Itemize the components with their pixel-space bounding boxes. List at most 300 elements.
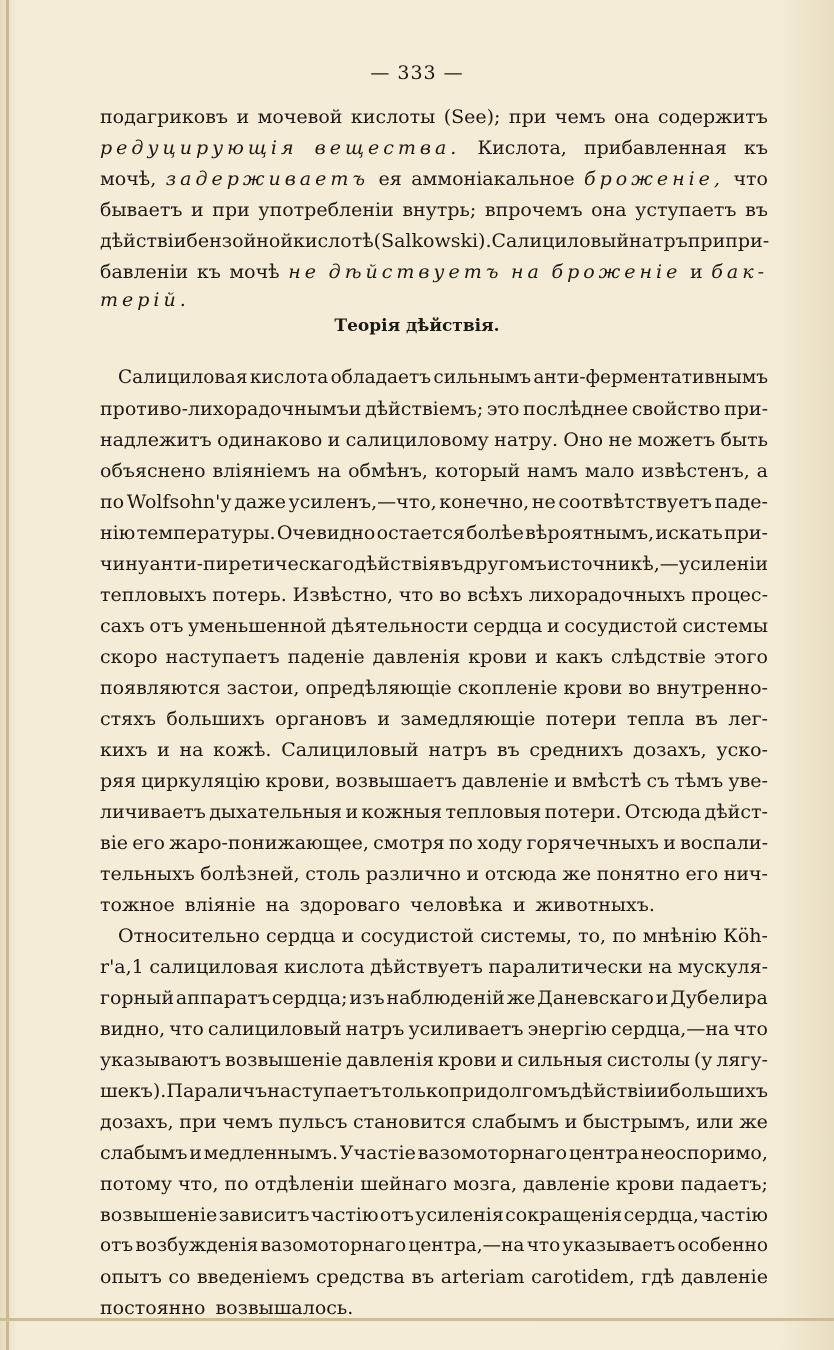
word: наступаетъ (267, 1080, 382, 1102)
word: дыхательныя (209, 801, 343, 823)
word: тепла (626, 708, 685, 730)
word: чину (100, 553, 150, 575)
word: что (398, 584, 434, 606)
word: же (739, 1111, 768, 1133)
word: изъ (349, 987, 385, 1009)
word: понятно (596, 863, 680, 885)
text-line (118, 920, 768, 952)
word: и (554, 770, 567, 792)
word: внутренно- (656, 677, 768, 699)
word: намъ (527, 460, 578, 482)
word: тѣмъ (674, 770, 724, 792)
word: долгомъ (486, 1080, 571, 1102)
word: другомъ (463, 553, 547, 575)
word: дѣйствуетъ (370, 956, 483, 978)
word: конечно, (439, 491, 530, 513)
word: Кислота, (477, 137, 567, 159)
text-line (100, 455, 768, 487)
text-line (100, 1292, 768, 1324)
word: Дубелира (670, 987, 768, 1009)
word: r'a,1 (100, 956, 144, 978)
word: сахъ (100, 615, 145, 637)
word: ходу (477, 832, 523, 854)
word: тожное (100, 894, 175, 916)
word: Относительно (118, 925, 260, 947)
word: возвышалось. (215, 1297, 354, 1319)
word: вазомоторнаго (417, 1142, 568, 1164)
word: что (733, 168, 768, 190)
word: даже (234, 491, 286, 513)
text-line (118, 362, 768, 394)
word: употребленіи (258, 199, 394, 221)
word: усиливаетъ (408, 1018, 524, 1040)
word: соотвѣтствуетъ (558, 491, 712, 513)
word: шейнаго (360, 1173, 448, 1195)
word: и (656, 1080, 670, 1102)
word: возбужденія (135, 1235, 259, 1256)
word: къ (196, 261, 221, 283)
word: болѣзней, (200, 863, 300, 885)
word: мочѣ (229, 261, 280, 283)
word: скоро (100, 646, 158, 668)
word: отъ (149, 615, 184, 637)
word: нію (100, 522, 136, 544)
word: анти-пиретическаго (149, 553, 354, 575)
word: опредѣляющіе (305, 677, 452, 699)
text-line (100, 548, 768, 580)
text-line (100, 610, 768, 642)
word: Параличъ (166, 1080, 268, 1102)
word: и (690, 261, 703, 283)
word: и (466, 863, 480, 885)
word: бак- (711, 261, 768, 283)
word: не (288, 261, 321, 283)
word: кожныя (361, 801, 443, 823)
word: потери (545, 708, 617, 730)
word: Салициловая (118, 367, 248, 388)
word: вліяніе (184, 894, 256, 916)
word: это (486, 398, 520, 420)
word: энергію (527, 1018, 607, 1040)
word: системы, (480, 925, 572, 947)
word: медленнымъ. (203, 1142, 339, 1164)
word: давленіе (680, 1266, 768, 1288)
word: сокращенія (505, 1204, 623, 1226)
word: натръ (629, 230, 688, 252)
word: уступаетъ (635, 199, 737, 221)
word: и (189, 1142, 202, 1164)
word: и (500, 1049, 514, 1071)
word: животныхъ. (535, 894, 655, 916)
word: человѣка (410, 894, 503, 916)
word: по (448, 832, 473, 854)
text-line (100, 284, 768, 316)
word: ея (378, 168, 402, 190)
text-line (100, 889, 768, 921)
word: крови (468, 646, 528, 668)
word: дозахъ, (100, 1111, 174, 1133)
word: аммоніакальное (411, 168, 575, 190)
text-line (100, 641, 768, 673)
word: подагриковъ (100, 106, 229, 128)
word: она (614, 106, 650, 128)
word: обмѣнъ, (348, 460, 428, 482)
word: вазомоторнаго (260, 1235, 407, 1256)
word: одинаково (217, 429, 323, 451)
word: частію (310, 1204, 379, 1226)
word: и (327, 429, 341, 451)
word: вліяніемъ (212, 460, 311, 482)
word: бавленіи (100, 261, 189, 283)
word: тепловыхъ (100, 584, 207, 606)
word: паралитически (488, 956, 643, 978)
word: потому (100, 1173, 173, 1195)
word: въ (496, 739, 520, 761)
word: и (546, 615, 560, 637)
word: опытъ (100, 1266, 162, 1288)
word: среднихъ (529, 739, 624, 761)
page-number: — 333 — (370, 62, 464, 84)
word: кислоты (350, 106, 436, 128)
text-line (100, 579, 768, 611)
word: слѣдствіе (610, 646, 706, 668)
word: при (449, 1080, 487, 1102)
word: аппаратъ (175, 987, 270, 1009)
word: на (648, 956, 673, 978)
text-line (100, 858, 768, 890)
word: сердца (473, 615, 543, 637)
word: и (345, 801, 359, 823)
word: при (212, 199, 250, 221)
word: возвышеніе (225, 1049, 343, 1071)
word: натру. (494, 429, 559, 451)
text-line (100, 101, 768, 133)
word: же (506, 987, 536, 1009)
word: и (191, 199, 204, 221)
word: мозга, (453, 1173, 517, 1195)
word: мускуля- (677, 956, 768, 978)
text-line (100, 765, 768, 797)
word: слабымъ (471, 1111, 560, 1133)
word: редуцирующія (100, 137, 298, 159)
word: центра (568, 1142, 639, 1164)
word: большихъ (669, 1080, 768, 1102)
text-line (100, 672, 768, 704)
word: и (535, 646, 548, 668)
word: систолы (606, 1049, 690, 1071)
word: мочѣ, (100, 168, 157, 190)
word: циркуляцію (141, 770, 261, 792)
word: вмѣстѣ (571, 770, 642, 792)
word: надлежитъ (100, 429, 212, 451)
word: броженіе (551, 261, 682, 283)
word: прибавленная (583, 137, 727, 159)
word: сосудистой (564, 615, 678, 637)
word: слабымъ (100, 1142, 188, 1164)
word: и (377, 708, 391, 730)
word: указываютъ (100, 1049, 222, 1071)
word: віе (100, 832, 129, 854)
word: сильныя (517, 1049, 603, 1071)
word: частію (700, 1204, 768, 1226)
word: застои, (226, 677, 300, 699)
word: системы (682, 615, 768, 637)
word: при (179, 1111, 217, 1133)
text-line (100, 734, 768, 766)
word: салициловому (345, 429, 489, 451)
section-heading: Теорія дѣйствія. (334, 316, 500, 336)
word: вещества. (314, 137, 461, 159)
word: особенно (677, 1235, 768, 1256)
text-line (100, 132, 768, 164)
word: чемъ (554, 106, 606, 128)
word: кислотѣ (293, 230, 374, 252)
text-line (100, 225, 768, 257)
word: что, (177, 1173, 219, 1195)
word: дѣятельности (331, 615, 469, 637)
word: лягу- (716, 1049, 768, 1071)
word: только (381, 1080, 450, 1102)
word: отъ (379, 1204, 414, 1226)
word: а (756, 460, 768, 482)
text-line (100, 951, 768, 983)
word: усиленія (415, 1204, 504, 1226)
word: усиленъ,—что, (288, 491, 437, 513)
word: натръ (345, 1018, 405, 1040)
word: болѣе (466, 522, 524, 544)
word: (See); (443, 106, 501, 128)
word: горячечныхъ (526, 832, 659, 854)
word: Очевидно (276, 522, 376, 544)
word: личиваетъ (100, 801, 206, 823)
text-line (100, 703, 768, 735)
word: при- (724, 522, 768, 544)
word: гдѣ (641, 1266, 675, 1288)
word: появляются (100, 677, 221, 699)
word: становится (352, 1111, 467, 1133)
word: тельныхъ (100, 863, 195, 885)
text-line (100, 1199, 768, 1231)
word: органовъ (275, 708, 367, 730)
text-line (100, 424, 768, 456)
word: съ (646, 770, 670, 792)
word: нич- (723, 863, 768, 885)
word: быть (720, 429, 768, 451)
word: неоспоримо, (640, 1142, 768, 1164)
text-line (100, 827, 768, 859)
word: въ (440, 553, 464, 575)
word: наблюденій (386, 987, 505, 1009)
word: и (341, 925, 355, 947)
text-line (100, 1137, 768, 1169)
word: горный (100, 987, 175, 1009)
word: бензойной (186, 230, 293, 252)
word: на (179, 739, 204, 761)
word: здороваго (299, 894, 401, 916)
text-line (100, 982, 768, 1014)
word: при (687, 230, 726, 252)
word: крови, (265, 770, 331, 792)
word: потерь. (212, 584, 287, 606)
word: на (265, 894, 290, 916)
word: отъ (100, 1235, 134, 1256)
word: въ (411, 1266, 435, 1288)
word: бываетъ (100, 199, 183, 221)
word: Даневскаго (537, 987, 654, 1009)
word: при (508, 106, 547, 128)
word: къ (743, 137, 768, 159)
word: (у (693, 1049, 713, 1071)
word: же (562, 863, 592, 885)
word: вѣроятнымъ, (525, 522, 655, 544)
word: лег- (728, 708, 768, 730)
word: зависитъ (218, 1204, 310, 1226)
word: указываетъ (562, 1235, 676, 1256)
word: какъ (555, 646, 603, 668)
word: пульсъ (278, 1111, 348, 1133)
word: салициловая (149, 956, 279, 978)
word: по (224, 1173, 249, 1195)
word: жаро-понижающее, (169, 832, 369, 854)
word: смотря (373, 832, 445, 854)
word: со (168, 1266, 191, 1288)
word: столь (305, 863, 361, 885)
word: искать (655, 522, 723, 544)
word: содержитъ (657, 106, 768, 128)
word: мнѣнію (642, 925, 717, 947)
word: и (663, 832, 676, 854)
word: терій. (100, 289, 190, 311)
word: при- (724, 398, 768, 420)
word: и (236, 106, 250, 128)
word: сильнымъ (433, 367, 532, 388)
word: дѣйст- (704, 801, 768, 823)
text-line (100, 796, 768, 828)
word: Участіе (339, 1142, 416, 1164)
word: замедляющіе (400, 708, 536, 730)
word: на (317, 460, 342, 482)
word: послѣднее (523, 398, 629, 420)
word: дѣйствіи (100, 230, 187, 252)
word: дѣйствіи (570, 1080, 657, 1102)
word: его (685, 863, 719, 885)
text-line (100, 1075, 768, 1107)
word: источникѣ,—усиленіи (547, 553, 768, 575)
text-line (100, 393, 768, 425)
word: стяхъ (100, 708, 156, 730)
word: чемъ (222, 1111, 273, 1133)
word: объяснено (100, 460, 206, 482)
word: потери. (544, 801, 622, 823)
word: который (434, 460, 521, 482)
word: падаетъ; (680, 1173, 768, 1195)
word: натръ (428, 739, 488, 761)
word: при- (725, 230, 770, 252)
word: отсюда (484, 863, 557, 885)
word: противо-лихорадочнымъи (100, 398, 362, 420)
text-line (100, 163, 768, 195)
word: различно (365, 863, 461, 885)
word: дозахъ, (633, 739, 707, 761)
word: по (612, 925, 637, 947)
word: Салициловый (491, 230, 629, 252)
word: Отсюда (624, 801, 702, 823)
word: тепловыя (445, 801, 542, 823)
word: воспали- (680, 832, 768, 854)
word: наступаетъ (165, 646, 280, 668)
word: анти-ферментативнымъ (533, 367, 768, 388)
word: Wolfsohn'у (126, 491, 232, 513)
word: давленія (346, 1049, 434, 1071)
word: возвышеніе (100, 1204, 218, 1226)
word: свойство (631, 398, 721, 420)
word: то, (578, 925, 607, 947)
word: уве- (728, 770, 768, 792)
word: ряя (100, 770, 137, 792)
word: мочевой (257, 106, 343, 128)
word: во (628, 677, 651, 699)
text-line (100, 194, 768, 226)
word: температуры. (136, 522, 276, 544)
word: броженіе, (584, 168, 724, 190)
word: салициловый (207, 1018, 342, 1040)
text-line (100, 1168, 768, 1200)
text-line (100, 517, 768, 549)
word: сердца; (271, 987, 348, 1009)
word: на (511, 261, 543, 283)
word: внутрь; (402, 199, 477, 221)
word: arteriam (440, 1266, 525, 1288)
word: обладаетъ (330, 367, 432, 388)
word: возвышаетъ (335, 770, 457, 792)
word: можетъ (637, 429, 716, 451)
word: постоянно (100, 1297, 206, 1319)
word: процес- (691, 584, 768, 606)
word: мало (584, 460, 635, 482)
word: и (655, 987, 669, 1009)
word: дѣйствія (354, 553, 441, 575)
word: Оно (563, 429, 604, 451)
word: и (564, 1111, 578, 1133)
word: крови (615, 1173, 675, 1195)
page-left-edge (6, 0, 9, 1350)
word: давленіе (522, 1173, 610, 1195)
word: кожѣ. (213, 739, 272, 761)
word: что (169, 1018, 204, 1040)
word: быстрымъ, (582, 1111, 691, 1133)
text-line (100, 1106, 768, 1138)
word: сердца, (623, 1204, 699, 1226)
word: видно, (100, 1018, 166, 1040)
word: уменьшенной (188, 615, 327, 637)
word: давленіе (461, 770, 549, 792)
word: его (132, 832, 165, 854)
word: дѣйствіемъ; (364, 398, 484, 420)
word: отдѣленіи (254, 1173, 355, 1195)
word: она (591, 199, 627, 221)
word: сердца (266, 925, 336, 947)
word: всѣхъ (467, 584, 523, 606)
word: во (439, 584, 462, 606)
text-line (100, 1230, 768, 1262)
word: большихъ (166, 708, 265, 730)
word: carotidem, (531, 1266, 635, 1288)
word: дѣйствуетъ (328, 261, 503, 283)
word: по (100, 491, 125, 513)
word: этого (713, 646, 768, 668)
word: средства (315, 1266, 405, 1288)
word: кислота (249, 367, 329, 388)
